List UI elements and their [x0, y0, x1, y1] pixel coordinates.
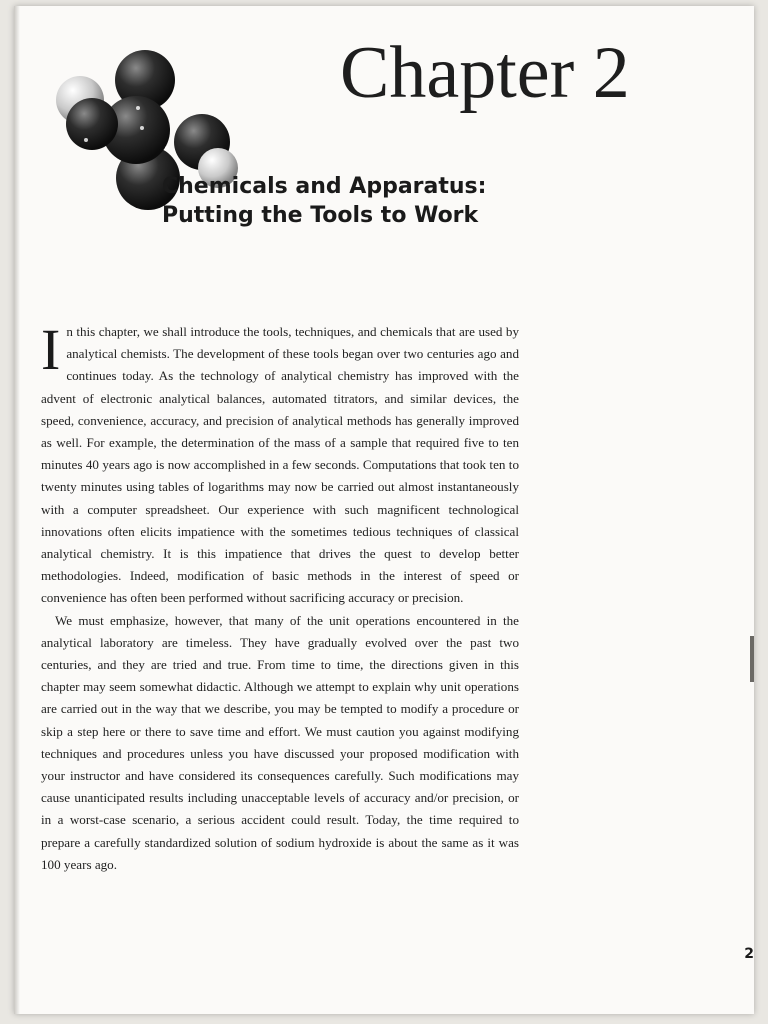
drop-cap: I	[41, 317, 61, 382]
subtitle-line-1: Chemicals and Apparatus:	[162, 174, 487, 199]
paragraph-intro	[41, 317, 519, 610]
paragraph-2: We must emphasize, however, that many of the unit operations encountered in the analytical laboratory are timeless. They have gradually evolved over the past two centuries, and they are tried and true. From time to time, the directions given in this chapter may seem somewhat didactic. Although we attempt to explain why unit operations are carried out in the way that we describe, you may be tempted to modify a procedure or skip a step here or there to save time and effort. We must caution you against modifying techniques and procedures unless you have discussed your proposed modification with your instructor and have considered its consequences carefully. Such modifications may cause unanticipated results including unacceptable levels of accuracy and/or precision, or in a worst-case scenario, a serious accident could result. Today, the time required to prepare a carefully standardized solution of sodium hydroxide is about the same as it was 100 years ago.	[41, 612, 519, 872]
paragraph-1-text: n this chapter, we shall introduce the tools, techniques, and chemicals that are used by analytical chemists. The development of these tools began over two centuries ago and continues today. As the technology of analytical chemistry has improved with the advent of electronic analytical balances, automated titrators, and similar devices, the speed, convenience, accuracy, and precision of analytical methods has generally improved as well. For example, the determination of the mass of a sample that required five to ten minutes 40 years ago is now accomplished in a few seconds. Computations that took ten to twenty minutes using tables of logarithms may now be carried out almost instantaneously with a computer spreadsheet. Our experience with such magnificent technological innovations often elicits impatience with the sometimes tedious techniques of classical analytical chemistry. It is this impatience that drives the quest to develop better methodologies. Indeed, modification of basic methods in the interest of speed or convenience has often been performed without sacrificing accuracy or precision.	[41, 324, 519, 606]
page-edge-mark	[750, 636, 754, 682]
chapter-title: Chapter 2	[340, 32, 630, 114]
page-number: 2	[744, 946, 754, 962]
chapter-subtitle	[162, 172, 486, 230]
book-page	[14, 6, 754, 1014]
atom-oxygen-left	[66, 98, 118, 150]
page-binding-shadow	[14, 6, 20, 1014]
chapter-body	[41, 317, 519, 876]
subtitle-line-2: Putting the Tools to Work	[162, 203, 479, 228]
